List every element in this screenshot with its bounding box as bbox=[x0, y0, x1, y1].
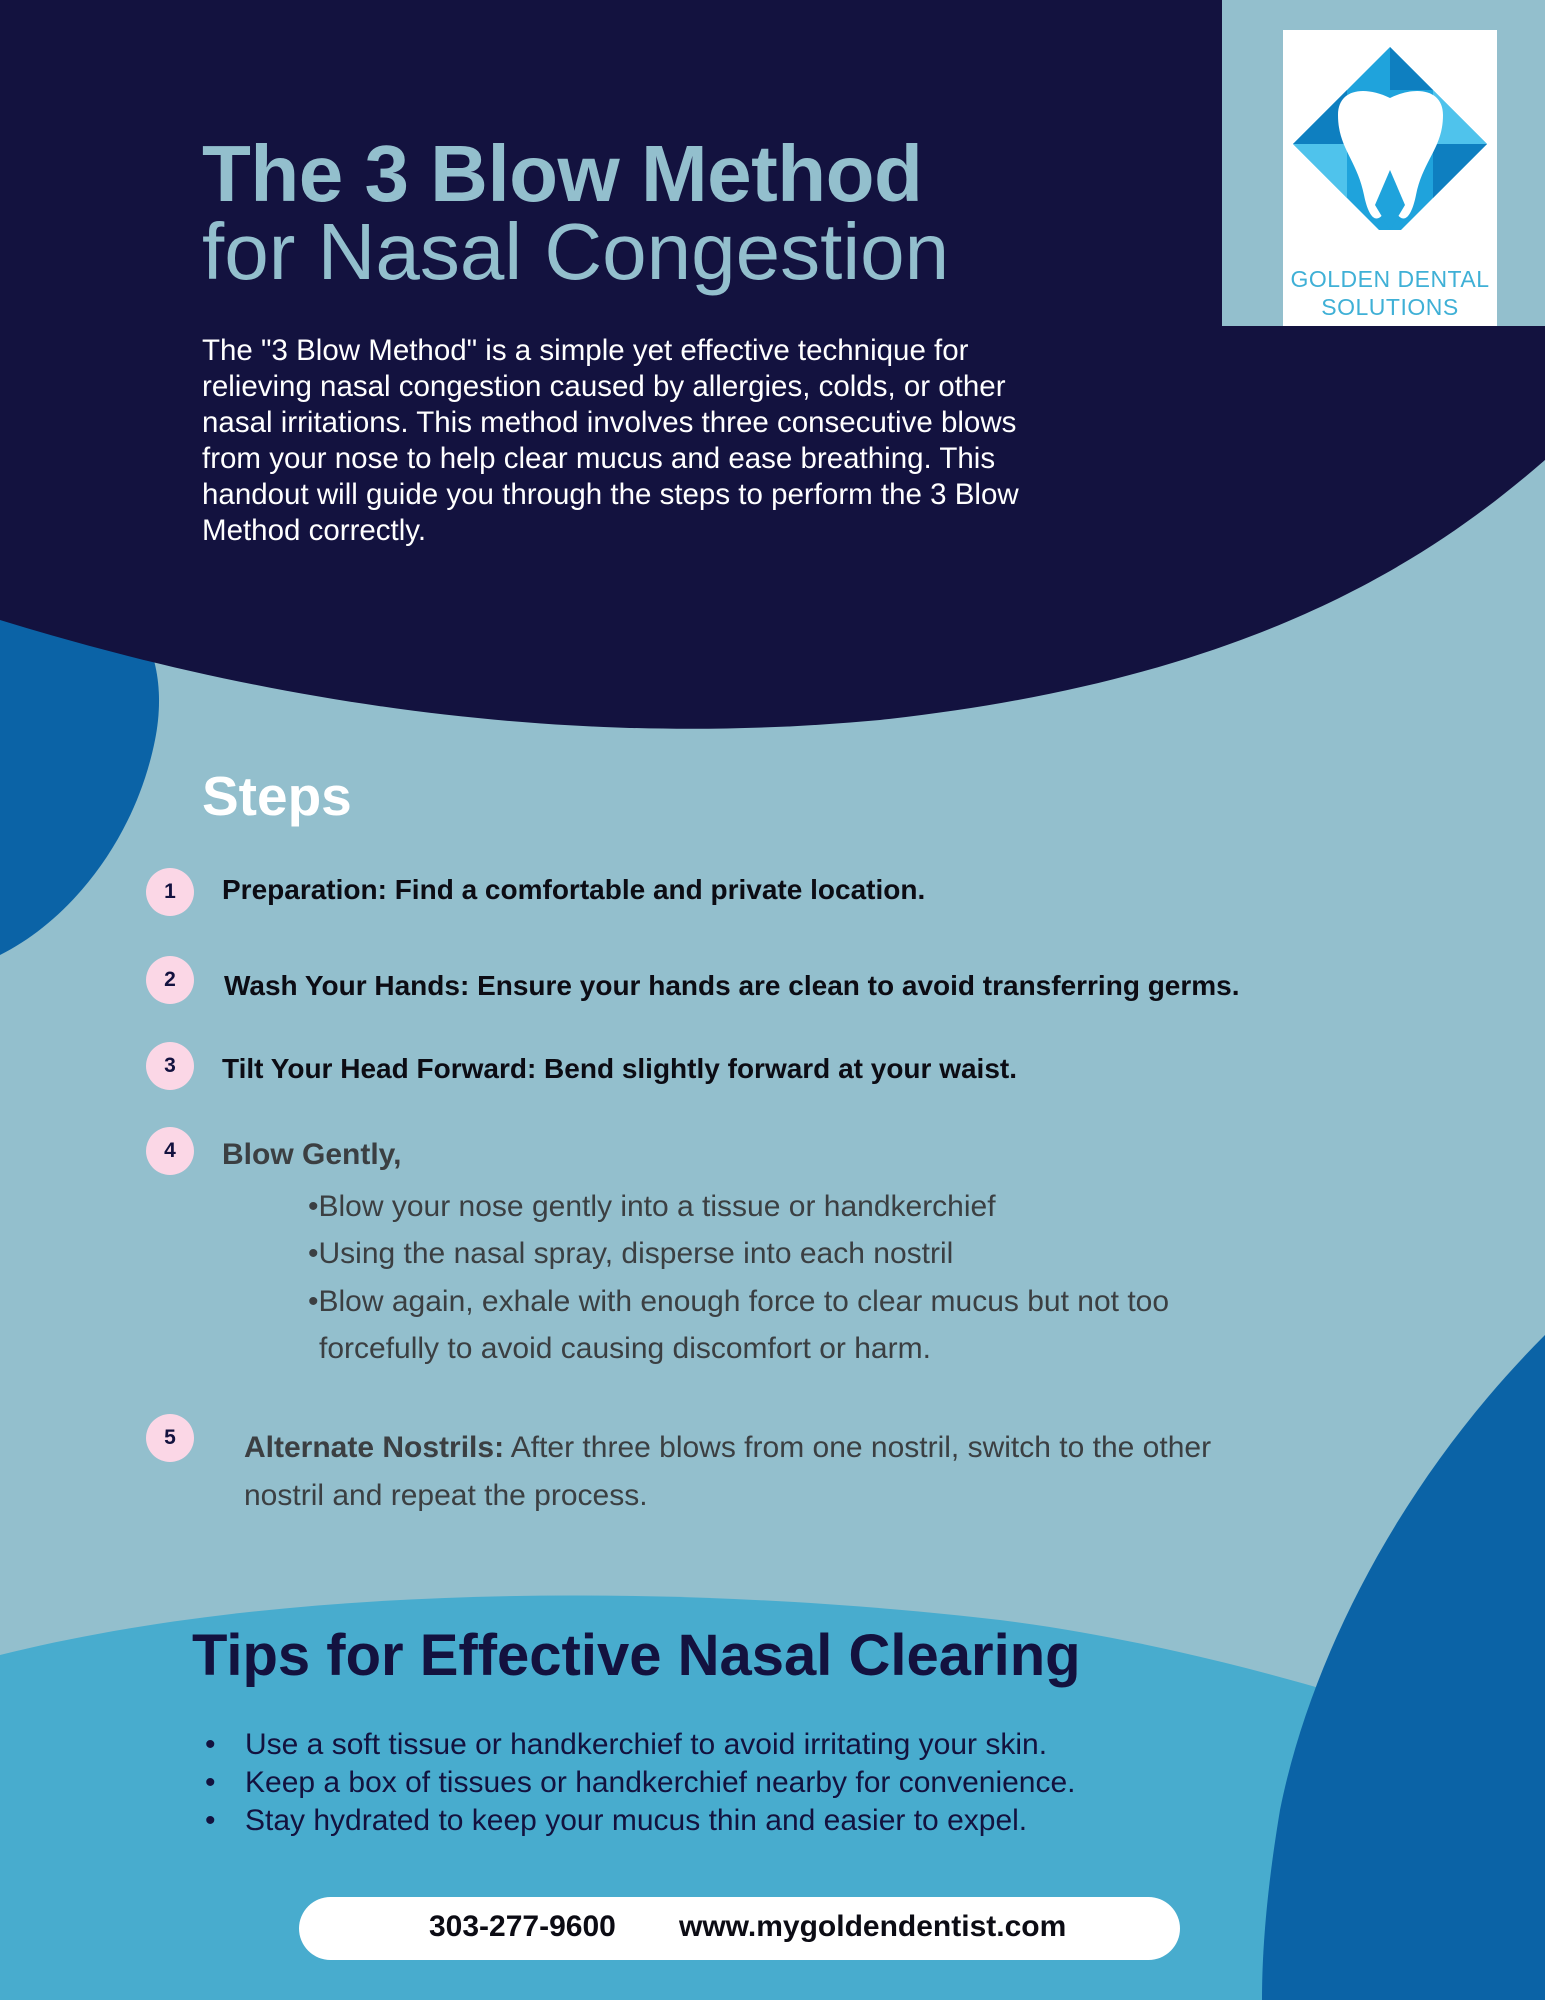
bullet-dot: • bbox=[205, 1804, 216, 1837]
step-5-badge: 5 bbox=[146, 1414, 194, 1462]
tip-text-3: Stay hydrated to keep your mucus thin and easier to expel. bbox=[245, 1804, 1028, 1837]
tip-item-2 bbox=[205, 1766, 1076, 1800]
step-4-badge: 4 bbox=[146, 1127, 194, 1175]
tip-text-1: Use a soft tissue or handkerchief to avoid irritating your skin. bbox=[245, 1728, 1048, 1761]
step-5-text bbox=[244, 1424, 1284, 1520]
right-blue-blob bbox=[1262, 1335, 1545, 2000]
page-title: The 3 Blow Method bbox=[202, 129, 923, 218]
tips-heading: Tips for Effective Nasal Clearing bbox=[192, 1623, 1081, 1688]
company-logo bbox=[1283, 30, 1497, 326]
step-5-title: Alternate Nostrils: bbox=[244, 1431, 505, 1464]
step-3-text: Tilt Your Head Forward: Bend slightly forward at your waist. bbox=[222, 1053, 1018, 1084]
logo-line-1: GOLDEN DENTAL bbox=[1290, 266, 1490, 292]
tip-item-1 bbox=[205, 1728, 1047, 1762]
step-2-badge: 2 bbox=[146, 956, 194, 1004]
phone-number[interactable]: 303-277-9600 bbox=[429, 1910, 616, 1943]
logo-line-2: SOLUTIONS bbox=[1321, 294, 1459, 320]
tooth-icon bbox=[1283, 30, 1497, 230]
step-5-body: After three blows from one nostril, switch to the other nostril and repeat the process. bbox=[244, 1431, 1212, 1512]
step-4-bullet-3-continued: forcefully to avoid causing discomfort or harm. bbox=[319, 1332, 931, 1365]
step-4-bullet-2: •Using the nasal spray, disperse into each nostril bbox=[308, 1237, 954, 1270]
step-4-title: Blow Gently, bbox=[222, 1138, 402, 1171]
page-subtitle: for Nasal Congestion bbox=[202, 207, 950, 296]
step-4-bullet-1: •Blow your nose gently into a tissue or handkerchief bbox=[308, 1190, 996, 1223]
tip-text-2: Keep a box of tissues or handkerchief nearby for convenience. bbox=[245, 1766, 1076, 1799]
step-3-badge: 3 bbox=[146, 1042, 194, 1090]
step-4-bullet-3: •Blow again, exhale with enough force to clear mucus but not too bbox=[308, 1285, 1170, 1318]
bullet-dot: • bbox=[205, 1766, 216, 1799]
step-1-text: Preparation: Find a comfortable and private location. bbox=[222, 874, 926, 905]
website-link[interactable]: www.mygoldendentist.com bbox=[679, 1910, 1067, 1943]
step-1-badge: 1 bbox=[146, 868, 194, 916]
step-2-text: Wash Your Hands: Ensure your hands are clean to avoid transferring germs. bbox=[224, 970, 1240, 1001]
bullet-dot: • bbox=[205, 1728, 216, 1761]
intro-paragraph: The "3 Blow Method" is a simple yet effective technique for relieving nasal congestion caused by allergies, colds, or other nasal irritations. This method involves three consecutive blows from your nose to help clear mucus and ease breathing. This handout will guide you through the steps to perform the 3 Blow Method correctly. bbox=[202, 334, 1019, 547]
tip-item-3 bbox=[205, 1804, 1027, 1838]
steps-heading: Steps bbox=[202, 765, 352, 827]
